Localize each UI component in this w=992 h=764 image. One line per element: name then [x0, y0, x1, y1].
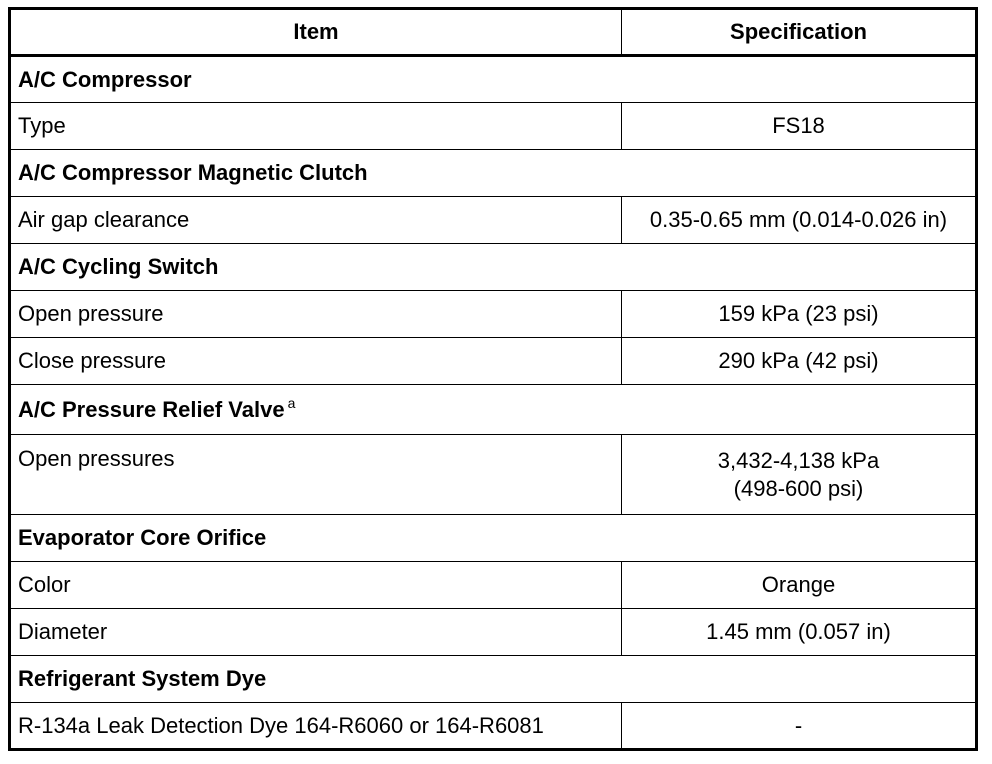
- section-title: A/C Compressor Magnetic Clutch: [10, 150, 977, 197]
- item-cell: Diameter: [10, 609, 622, 656]
- table-row: [10, 103, 977, 150]
- item-cell: Open pressure: [10, 291, 622, 338]
- spec-line-2: (498-600 psi): [733, 475, 864, 501]
- table-row: [10, 609, 977, 656]
- section-title: A/C Compressor: [10, 56, 977, 103]
- header-item: Item: [10, 9, 622, 56]
- item-cell: Color: [10, 562, 622, 609]
- table-row: [10, 291, 977, 338]
- section-row: [10, 656, 977, 703]
- section-row: [10, 385, 977, 435]
- spec-cell: [622, 435, 977, 515]
- section-title: A/C Pressure Relief Valve: [18, 396, 285, 422]
- spec-cell: 1.45 mm (0.057 in): [622, 609, 977, 656]
- item-cell: Type: [10, 103, 622, 150]
- section-row: [10, 56, 977, 103]
- spec-cell: FS18: [622, 103, 977, 150]
- section-title-cell: [10, 385, 977, 435]
- footnote-mark: a: [287, 395, 296, 412]
- table-row: [10, 703, 977, 750]
- section-row: [10, 150, 977, 197]
- item-cell: Open pressures: [10, 435, 622, 515]
- specification-table: [8, 7, 978, 751]
- table-row: [10, 338, 977, 385]
- section-row: [10, 244, 977, 291]
- spec-line-1: 3,432-4,138 kPa: [717, 447, 880, 473]
- spec-cell: Orange: [622, 562, 977, 609]
- table-row: [10, 197, 977, 244]
- section-title: Evaporator Core Orifice: [10, 515, 977, 562]
- section-title: A/C Cycling Switch: [10, 244, 977, 291]
- spec-cell: 0.35-0.65 mm (0.014-0.026 in): [622, 197, 977, 244]
- table-row: [10, 562, 977, 609]
- table-row: [10, 435, 977, 515]
- item-cell: Air gap clearance: [10, 197, 622, 244]
- item-cell: R-134a Leak Detection Dye 164-R6060 or 164-R6081: [10, 703, 622, 750]
- section-row: [10, 515, 977, 562]
- spec-cell: 290 kPa (42 psi): [622, 338, 977, 385]
- header-specification: Specification: [622, 9, 977, 56]
- spec-cell: -: [622, 703, 977, 750]
- header-row: [10, 9, 977, 56]
- spec-cell: 159 kPa (23 psi): [622, 291, 977, 338]
- section-title: Refrigerant System Dye: [10, 656, 977, 703]
- item-cell: Close pressure: [10, 338, 622, 385]
